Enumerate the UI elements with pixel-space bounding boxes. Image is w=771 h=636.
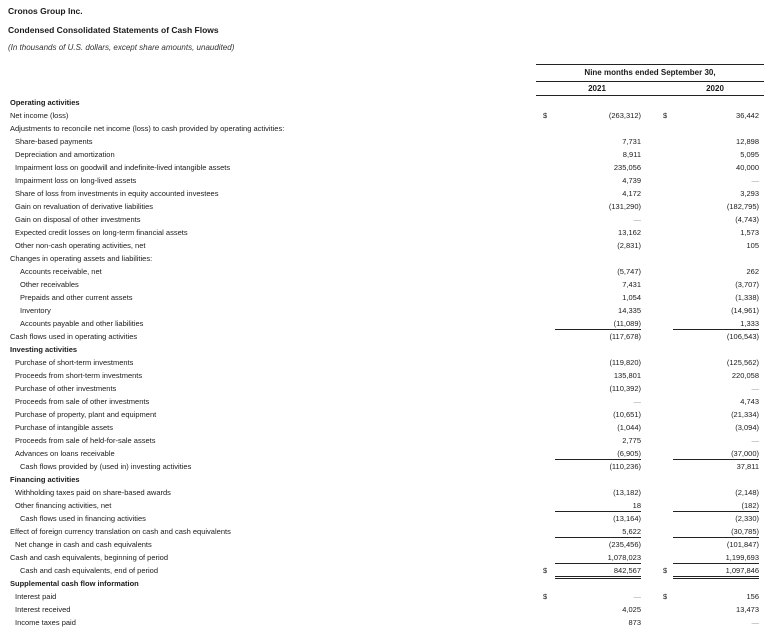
value-2020: 36,442	[736, 111, 759, 120]
section-heading: Financing activities	[10, 475, 80, 484]
table-row	[0, 265, 771, 278]
row-label: Cash flows used in operating activities	[10, 332, 138, 341]
row-label: Proceeds from short-term investments	[15, 371, 143, 380]
value-2020: 1,333	[740, 319, 759, 328]
value-2021: (13,182)	[613, 488, 641, 497]
value-2021: (6,905)	[617, 449, 641, 458]
value-2021: (1,044)	[617, 423, 641, 432]
table-row	[0, 148, 771, 161]
value-2020: (2,148)	[735, 488, 759, 497]
value-2020: 13,473	[736, 605, 759, 614]
cash-flow-table	[0, 96, 771, 629]
row-label: Interest received	[15, 605, 71, 614]
value-2020: (14,961)	[731, 306, 759, 315]
value-2020: (30,785)	[731, 527, 759, 536]
value-2020: 37,811	[736, 462, 759, 471]
value-2020: (21,334)	[731, 410, 759, 419]
value-2021: 873	[628, 618, 641, 627]
table-row	[0, 187, 771, 200]
value-2021: (11,089)	[613, 319, 641, 328]
value-2020: 5,095	[740, 150, 759, 159]
value-2021: (13,164)	[613, 514, 641, 523]
value-2020: —	[751, 618, 759, 627]
table-row	[0, 499, 771, 512]
header-top-rule	[536, 64, 764, 65]
row-label: Withholding taxes paid on share-based awards	[15, 488, 171, 497]
row-label: Other receivables	[20, 280, 79, 289]
row-label: Income taxes paid	[15, 618, 76, 627]
row-label: Cash flows provided by (used in) investing activities	[20, 462, 192, 471]
value-2021: (263,312)	[608, 111, 641, 120]
year-2020-header: 2020	[706, 84, 724, 93]
row-label: Interest paid	[15, 592, 57, 601]
value-2020: 4,743	[740, 397, 759, 406]
table-row	[0, 161, 771, 174]
row-label: Proceeds from sale of held-for-sale assets	[15, 436, 156, 445]
value-2020: (2,330)	[735, 514, 759, 523]
table-row	[0, 304, 771, 317]
table-row	[0, 408, 771, 421]
row-label: Inventory	[20, 306, 51, 315]
value-2020: (101,847)	[726, 540, 759, 549]
row-label: Purchase of intangible assets	[15, 423, 113, 432]
row-label: Expected credit losses on long-term financial assets	[15, 228, 188, 237]
table-row	[0, 291, 771, 304]
row-label: Other financing activities, net	[15, 501, 112, 510]
table-row	[0, 577, 771, 590]
value-2021: (119,820)	[609, 358, 641, 367]
row-label: Cash and cash equivalents, beginning of period	[10, 553, 169, 562]
value-2020: 40,000	[736, 163, 759, 172]
section-heading: Investing activities	[10, 345, 78, 354]
table-row	[0, 330, 771, 343]
table-row	[0, 226, 771, 239]
value-2021: (10,651)	[613, 410, 641, 419]
value-2021: (235,456)	[608, 540, 641, 549]
value-2021: 14,335	[618, 306, 641, 315]
section-heading: Supplemental cash flow information	[10, 579, 139, 588]
row-label: Share-based payments	[15, 137, 93, 146]
row-label: Gain on disposal of other investments	[15, 215, 141, 224]
value-2021: 7,431	[622, 280, 641, 289]
value-2021: 135,801	[613, 371, 641, 380]
table-row	[0, 590, 771, 603]
table-row	[0, 109, 771, 122]
value-2021: 8,911	[622, 150, 641, 159]
table-row	[0, 122, 771, 135]
table-row	[0, 512, 771, 525]
value-2020: (3,707)	[735, 280, 759, 289]
table-row	[0, 356, 771, 369]
row-label: Purchase of other investments	[15, 384, 117, 393]
row-label: Impairment loss on goodwill and indefinite-lived intangible assets	[15, 163, 231, 172]
table-row	[0, 317, 771, 330]
value-2021: 1,054	[622, 293, 641, 302]
table-row	[0, 239, 771, 252]
value-2021: 13,162	[618, 228, 641, 237]
table-row	[0, 564, 771, 577]
table-row	[0, 369, 771, 382]
value-2020: (106,543)	[726, 332, 759, 341]
table-row	[0, 343, 771, 356]
table-row	[0, 525, 771, 538]
table-row	[0, 213, 771, 226]
value-2020: 262	[746, 267, 759, 276]
row-label: Cash flows used in financing activities	[20, 514, 146, 523]
table-row	[0, 551, 771, 564]
table-row	[0, 174, 771, 187]
year-2021-header: 2021	[588, 84, 606, 93]
row-label: Accounts payable and other liabilities	[20, 319, 144, 328]
value-2020: 3,293	[740, 189, 759, 198]
value-2020: (1,338)	[735, 293, 759, 302]
row-label: Depreciation and amortization	[15, 150, 115, 159]
section-heading: Operating activities	[10, 98, 80, 107]
value-2020: —	[751, 176, 759, 185]
value-2020: (125,562)	[726, 358, 759, 367]
table-row	[0, 460, 771, 473]
value-2021: —	[633, 397, 641, 406]
value-2021: 4,739	[622, 176, 641, 185]
statement-subtitle: (In thousands of U.S. dollars, except share amounts, unaudited)	[8, 43, 235, 52]
value-2021: 4,025	[622, 605, 641, 614]
row-label: Advances on loans receivable	[15, 449, 115, 458]
value-2020: —	[751, 384, 759, 393]
value-2021: 1,078,023	[607, 553, 641, 562]
row-label: Net change in cash and cash equivalents	[15, 540, 152, 549]
value-2020: (4,743)	[735, 215, 759, 224]
value-2021: (117,678)	[609, 332, 641, 341]
currency-symbol: $	[663, 592, 668, 601]
value-2020: (3,094)	[735, 423, 759, 432]
value-2020: 105	[746, 241, 759, 250]
table-row	[0, 616, 771, 629]
value-2021: 2,775	[622, 436, 641, 445]
value-2020: 220,058	[731, 371, 759, 380]
row-label: Prepaids and other current assets	[20, 293, 133, 302]
value-2021: —	[633, 592, 641, 601]
statement-title: Condensed Consolidated Statements of Cash Flows	[8, 25, 219, 35]
table-row	[0, 473, 771, 486]
value-2020: 156	[746, 592, 759, 601]
table-row	[0, 603, 771, 616]
value-2020: (37,000)	[731, 449, 759, 458]
table-row	[0, 278, 771, 291]
value-2021: (2,831)	[617, 241, 641, 250]
value-2020: 1,199,693	[725, 553, 759, 562]
table-row	[0, 252, 771, 265]
row-label: Net income (loss)	[10, 111, 69, 120]
row-label: Proceeds from sale of other investments	[15, 397, 150, 406]
row-label: Other non-cash operating activities, net	[15, 241, 146, 250]
row-label: Accounts receivable, net	[20, 267, 102, 276]
row-label: Changes in operating assets and liabilities:	[10, 254, 153, 263]
row-label: Effect of foreign currency translation on cash and cash equivalents	[10, 527, 231, 536]
row-label: Impairment loss on long-lived assets	[15, 176, 137, 185]
table-row	[0, 434, 771, 447]
value-2021: (110,236)	[609, 462, 641, 471]
table-row	[0, 200, 771, 213]
table-row	[0, 395, 771, 408]
value-2020: 1,573	[740, 228, 759, 237]
currency-symbol: $	[663, 566, 668, 575]
value-2021: 842,567	[613, 566, 641, 575]
value-2021: 7,731	[622, 137, 641, 146]
row-label: Adjustments to reconcile net income (loss) to cash provided by operating activities:	[10, 124, 285, 133]
value-2020: 12,898	[736, 137, 759, 146]
table-row	[0, 135, 771, 148]
table-row	[0, 447, 771, 460]
value-2021: 4,172	[622, 189, 641, 198]
value-2020: (182)	[741, 501, 759, 510]
currency-symbol: $	[543, 592, 548, 601]
value-2020: 1,097,846	[725, 566, 759, 575]
row-label: Purchase of property, plant and equipment	[15, 410, 157, 419]
value-2021: —	[633, 215, 641, 224]
value-2020: (182,795)	[726, 202, 759, 211]
table-row	[0, 96, 771, 109]
table-row	[0, 421, 771, 434]
value-2021: (110,392)	[609, 384, 641, 393]
period-header-rule	[536, 81, 764, 82]
period-header: Nine months ended September 30,	[584, 68, 716, 77]
table-row	[0, 538, 771, 551]
value-2021: 5,622	[622, 527, 641, 536]
currency-symbol: $	[663, 111, 668, 120]
table-row	[0, 382, 771, 395]
currency-symbol: $	[543, 111, 548, 120]
value-2020: —	[751, 436, 759, 445]
value-2021: 18	[632, 501, 641, 510]
currency-symbol: $	[543, 566, 548, 575]
row-label: Gain on revaluation of derivative liabilities	[15, 202, 153, 211]
value-2021: 235,056	[613, 163, 641, 172]
value-2021: (5,747)	[617, 267, 641, 276]
company-name: Cronos Group Inc.	[8, 6, 83, 16]
row-label: Share of loss from investments in equity accounted investees	[15, 189, 219, 198]
row-label: Cash and cash equivalents, end of period	[20, 566, 159, 575]
value-2021: (131,290)	[608, 202, 641, 211]
table-row	[0, 486, 771, 499]
row-label: Purchase of short-term investments	[15, 358, 134, 367]
